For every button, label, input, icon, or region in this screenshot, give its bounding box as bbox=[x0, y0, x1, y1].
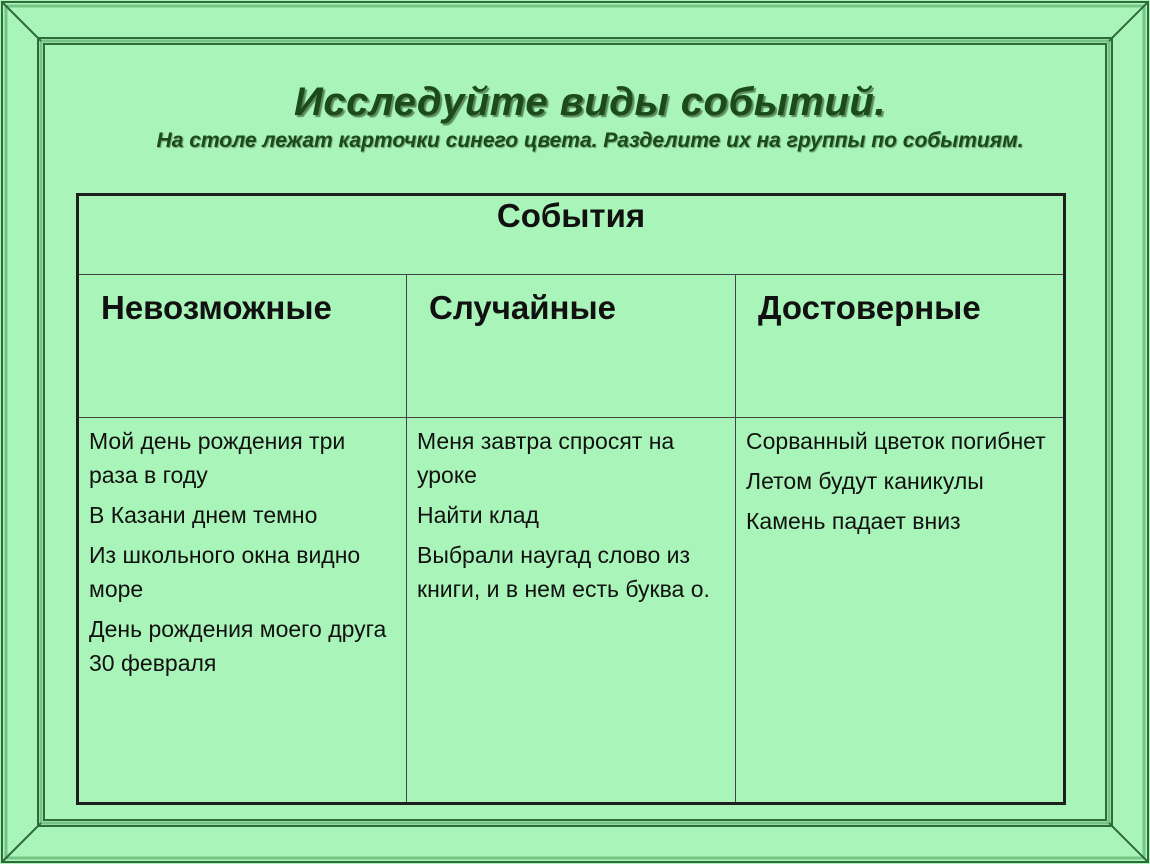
list-item: День рождения моего друга 30 февраля bbox=[89, 616, 387, 676]
slide-subtitle: На столе лежат карточки синего цвета. Разделите их на группы по событиям. bbox=[156, 129, 1024, 152]
events-header: События bbox=[78, 195, 1065, 275]
events-table bbox=[76, 193, 1066, 805]
list-item: Камень падает вниз bbox=[746, 508, 961, 534]
column-random-items bbox=[407, 418, 736, 804]
title-block bbox=[0, 78, 1150, 154]
list-item: Мой день рождения три раза в году bbox=[89, 428, 346, 488]
list-item: В Казани днем темно bbox=[89, 502, 318, 528]
list-item: Меня завтра спросят на уроке bbox=[417, 428, 675, 488]
column-impossible-header: Невозможные bbox=[78, 275, 407, 418]
column-impossible-items bbox=[78, 418, 407, 804]
column-random-header: Случайные bbox=[407, 275, 736, 418]
slide-title: Исследуйте виды событий. bbox=[294, 80, 886, 124]
list-item: Летом будут каникулы bbox=[746, 468, 984, 494]
list-item: Из школьного окна видно море bbox=[89, 542, 361, 602]
column-certain-header: Достоверные bbox=[736, 275, 1065, 418]
list-item: Найти клад bbox=[417, 502, 539, 528]
list-item: Выбрали наугад слово из книги, и в нем есть буква о. bbox=[417, 542, 710, 602]
column-certain-items bbox=[736, 418, 1065, 804]
list-item: Сорванный цветок погибнет bbox=[746, 428, 1046, 454]
